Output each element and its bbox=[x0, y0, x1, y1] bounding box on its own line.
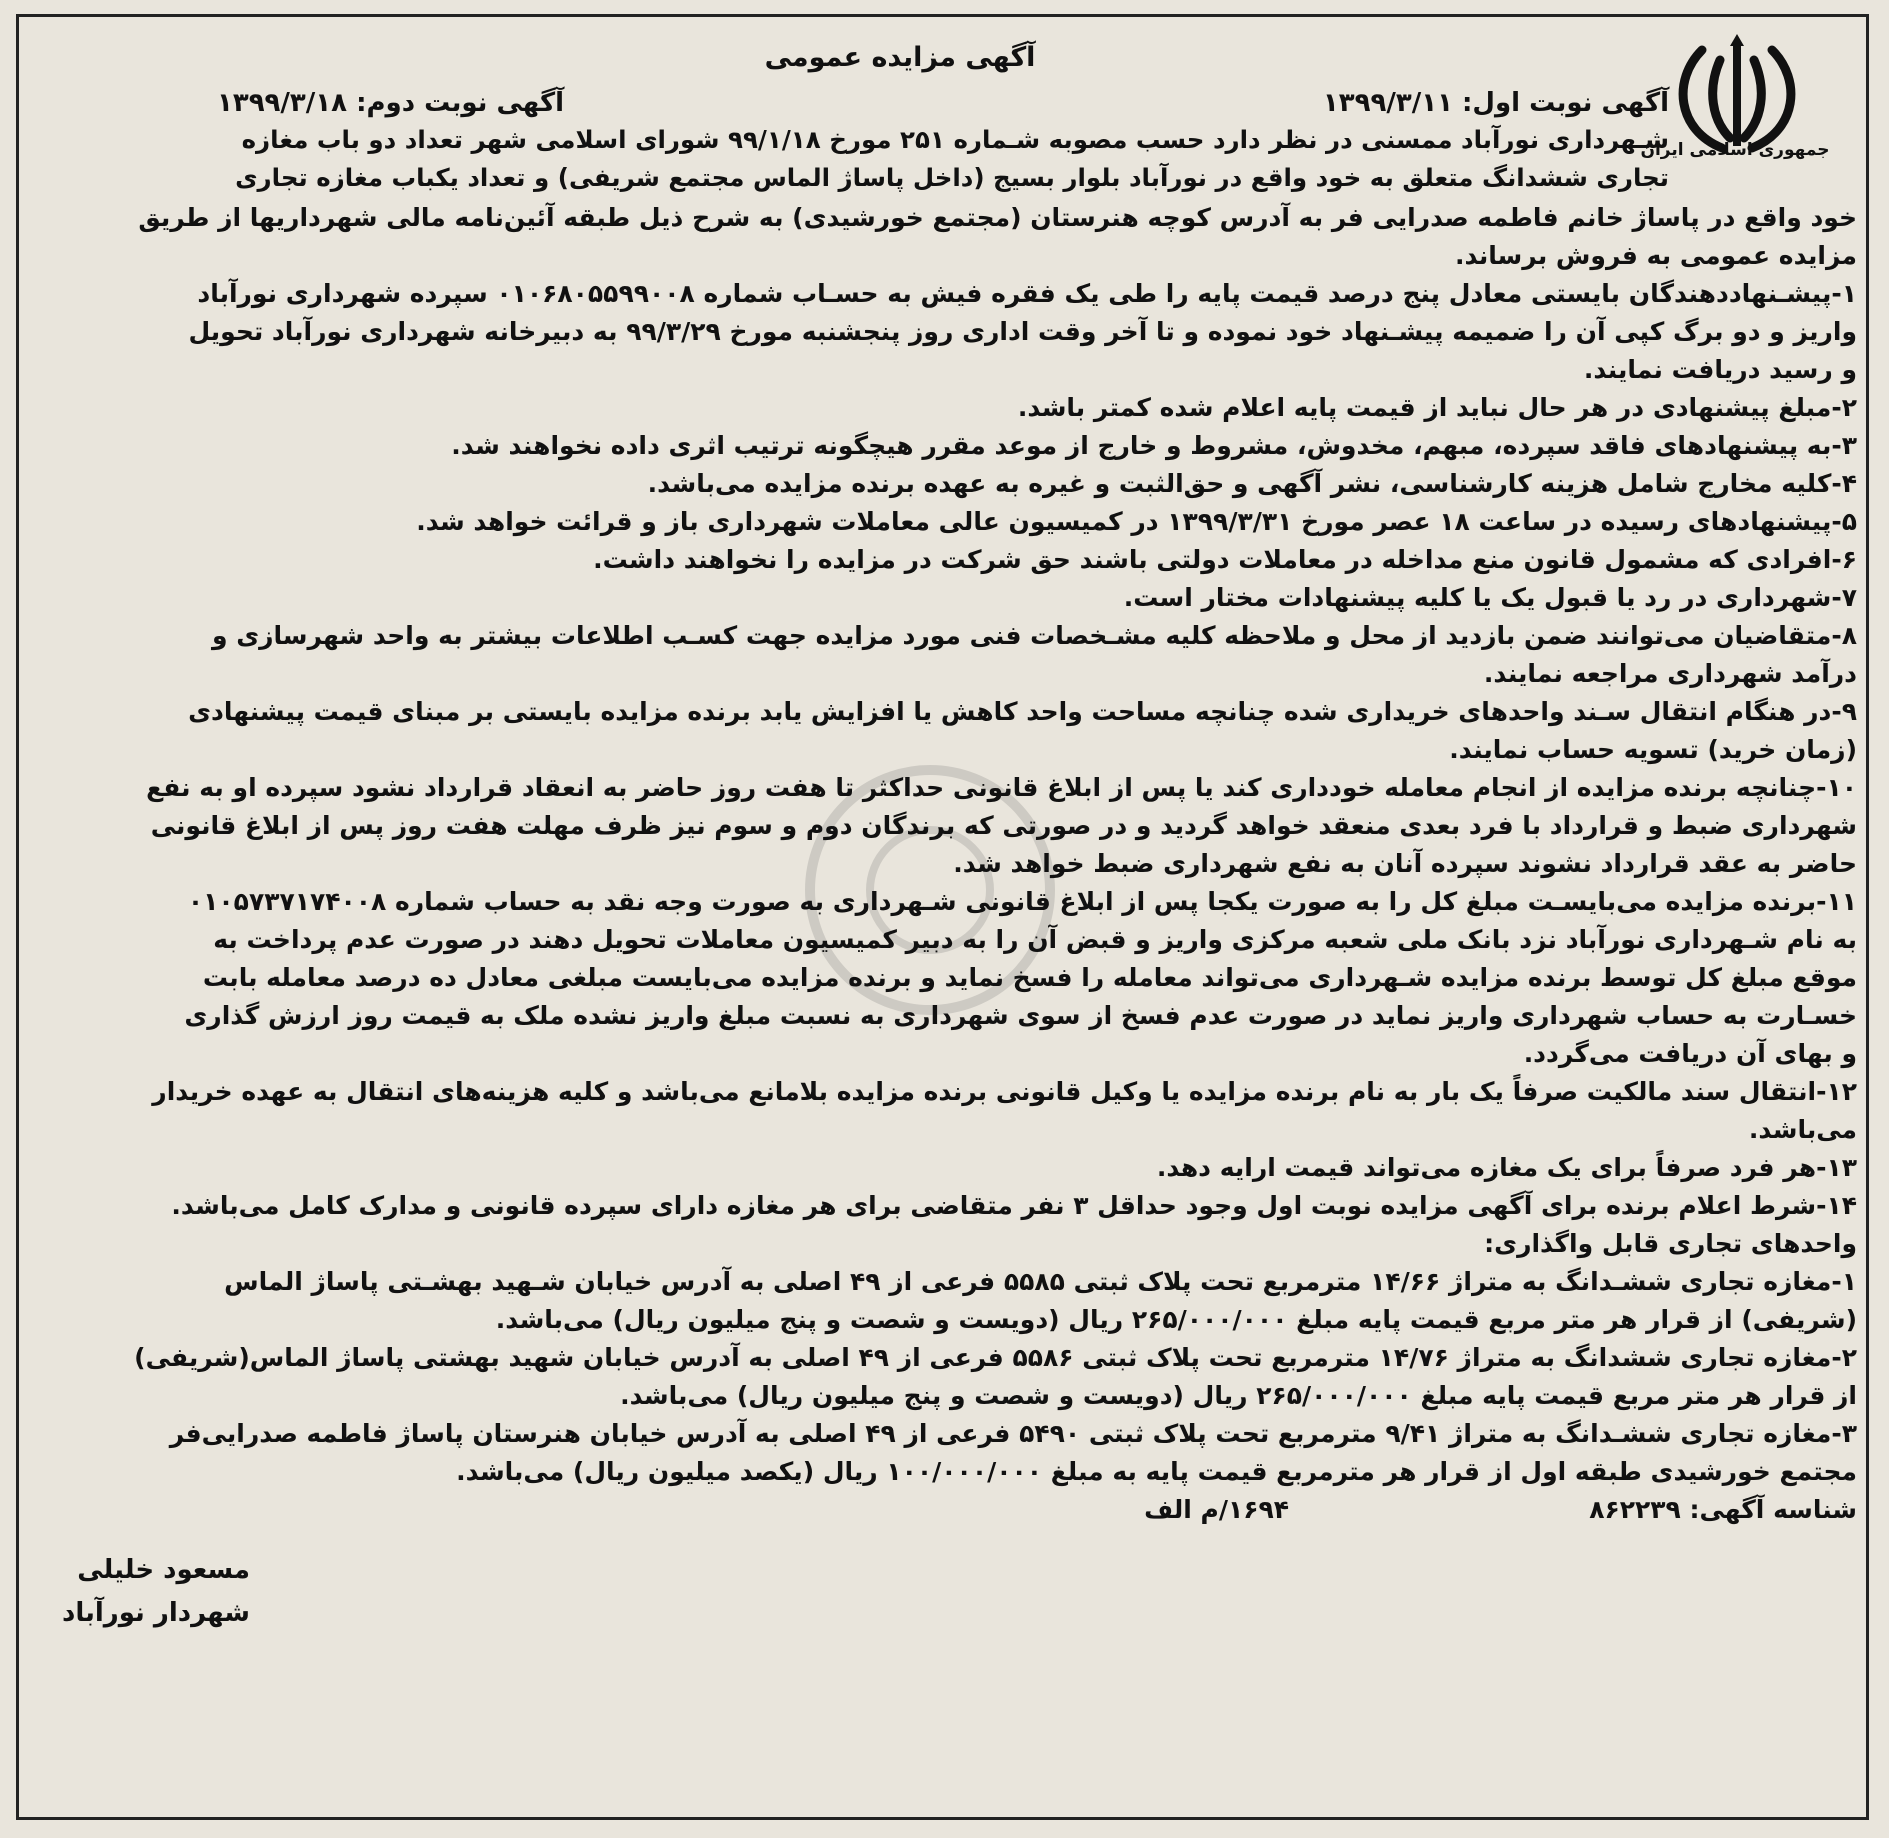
text-line-35: ۳-مغازه تجاری ششـدانگ به متراژ ۹/۴۱ مترمربع تحت پلاک ثبتی ۵۴۹۰ فرعی از ۴۹ اصلی به آدرس خیابان هنرستان پاساژ فاطمه صدرایی‌فر bbox=[169, 1419, 1857, 1448]
text-line-31: ۱-مغازه تجاری ششـدانگ به متراژ ۱۴/۶۶ مترمربع تحت پلاک ثبتی ۵۵۸۵ فرعی از ۴۹ اصلی به آدرس خیابان شـهید بهشـتی پاساژ الماس bbox=[224, 1267, 1857, 1296]
text-line-2: تجاری ششدانگ متعلق به خود واقع در نورآباد بلوار بسیج (داخل پاساژ الماس مجتمع شریفی) و تعداد یکباب مغازه تجاری bbox=[235, 163, 1669, 192]
text-line-36: مجتمع خورشیدی طبقه اول از قرار هر مترمربع قیمت پایه به مبلغ ۱۰۰/۰۰۰/۰۰۰ ریال (یکصد میلیون ریال) می‌باشد. bbox=[456, 1457, 1857, 1486]
text-line-33: ۲-مغازه تجاری ششدانگ به متراژ ۱۴/۷۶ مترمربع تحت پلاک ثبتی ۵۵۸۶ فرعی از ۴۹ اصلی به آدرس خیابان شهید بهشتی پاساژ الماس(شریفی) bbox=[134, 1343, 1857, 1372]
text-line-7: و رسید دریافت نمایند. bbox=[1583, 355, 1857, 384]
text-line-29: ۱۴-شرط اعلام برنده برای آگهی مزایده نوبت اول وجود حداقل ۳ نفر متقاضی برای هر مغازه دارای سپرده قانونی و مدارک کامل می‌باشد. bbox=[171, 1191, 1857, 1220]
text-line-30: واحدهای تجاری قابل واگذاری: bbox=[1484, 1229, 1857, 1258]
text-line-20: حاضر به عقد قرارداد نشوند سپرده آنان به نفع شهرداری ضبط خواهد شد. bbox=[953, 849, 1857, 878]
signer-name: مسعود خلیلی bbox=[77, 1555, 250, 1585]
ad-id: شناسه آگهی: ۸۶۲۲۳۹ bbox=[1589, 1495, 1857, 1524]
text-line-22: به نام شـهرداری نورآباد نزد بانک ملی شعبه مرکزی واریز و قبض آن را به دبیر کمیسیون معاملات تحویل دهند در صورت عدم پرداخت به bbox=[213, 925, 1857, 954]
text-line-11: ۵-پیشنهادهای رسیده در ساعت ۱۸ عصر مورخ ۱۳۹۹/۳/۳۱ در کمیسیون عالی معاملات شهرداری باز و قرائت خواهد شد. bbox=[416, 507, 1857, 536]
page-title: آگهی مزایده عمومی bbox=[764, 42, 1036, 73]
signer-title: شهردار نورآباد bbox=[62, 1598, 250, 1628]
text-line-5: ۱-پیشـنهاددهندگان بایستی معادل پنج درصد قیمت پایه را طی یک فقره فیش به حسـاب شماره ۰۱۰۶۸۰۵۵۹۹۰۰۸ سپرده شهرداری نورآباد bbox=[197, 279, 1857, 308]
text-line-26: ۱۲-انتقال سند مالکیت صرفاً یک بار به نام برنده مزایده یا وکیل قانونی برنده مزایده بلامانع می‌باشد و کلیه هزینه‌های انتقال به عهده خریدار bbox=[152, 1077, 1857, 1106]
text-line-23: موقع مبلغ کل توسط برنده مزایده شـهرداری می‌تواند معامله را فسخ نماید و برنده مزایده می‌بایست مبلغی معادل ده درصد معامله بابت bbox=[202, 963, 1857, 992]
text-line-34: از قرار هر متر مربع قیمت پایه مبلغ ۲۶۵/۰۰۰/۰۰۰ ریال (دویست و شصت و پنج میلیون ریال) می‌باشد. bbox=[620, 1381, 1857, 1410]
text-line-6: واریز و دو برگ کپی آن را ضمیمه پیشـنهاد خود نموده و تا آخر وقت اداری روز پنجشنبه مورخ ۹۹/۳/۲۹ به دبیرخانه شهرداری نورآباد تحویل bbox=[188, 317, 1857, 346]
second-publication-date: آگهی نوبت دوم: ۱۳۹۹/۳/۱۸ bbox=[216, 88, 564, 118]
text-line-21: ۱۱-برنده مزایده می‌بایسـت مبلغ کل را به صورت یکجا پس از ابلاغ قانونی شـهرداری به صورت وجه نقد به حساب شماره ۰۱۰۵۷۳۷۱۷۴۰۰۸ bbox=[187, 887, 1857, 916]
emblem-caption: جمهوری اسلامی ایران bbox=[1640, 140, 1830, 160]
text-line-32: (شریفی) از قرار هر متر مربع قیمت پایه مبلغ ۲۶۵/۰۰۰/۰۰۰ ریال (دویست و شصت و پنج میلیون ریال) می‌باشد. bbox=[495, 1305, 1857, 1334]
text-line-13: ۷-شهرداری در رد یا قبول یک یا کلیه پیشنهادات مختار است. bbox=[1123, 583, 1857, 612]
text-line-24: خسـارت به حساب شهرداری واریز نماید در صورت عدم فسخ از سوی شهرداری به نسبت مبلغ واریز نشده ملک به قیمت روز ارزش گذاری bbox=[184, 1001, 1857, 1030]
text-line-1: شـهرداری نورآباد ممسنی در نظر دارد حسب مصوبه شـماره ۲۵۱ مورخ ۹۹/۱/۱۸ شورای اسلامی شهر تعداد دو باب مغازه bbox=[241, 125, 1669, 154]
text-line-10: ۴-کلیه مخارج شامل هزینه کارشناسی، نشر آگهی و حق‌الثبت و غیره به عهده برنده مزایده می‌باشد. bbox=[647, 469, 1857, 498]
text-line-3: خود واقع در پاساژ خانم فاطمه صدرایی فر به آدرس کوچه هنرستان (مجتمع خورشیدی) به شرح ذیل طبقه آئین‌نامه مالی شهرداریها از طریق bbox=[138, 203, 1857, 232]
first-publication-date: آگهی نوبت اول: ۱۳۹۹/۳/۱۱ bbox=[1322, 88, 1669, 118]
text-line-28: ۱۳-هر فرد صرفاً برای یک مغازه می‌تواند قیمت ارایه دهد. bbox=[1156, 1153, 1857, 1182]
text-line-12: ۶-افرادی که مشمول قانون منع مداخله در معاملات دولتی باشند حق شرکت در مزایده را نخواهند داشت. bbox=[593, 545, 1857, 574]
text-line-19: شهرداری ضبط و قرارداد با فرد بعدی منعقد خواهد گردید و در صورتی که برندگان دوم و سوم نیز ظرف مهلت هفت روز پس از ابلاغ قانونی bbox=[150, 811, 1857, 840]
text-line-27: می‌باشد. bbox=[1748, 1115, 1857, 1144]
text-line-8: ۲-مبلغ پیشنهادی در هر حال نباید از قیمت پایه اعلام شده کمتر باشد. bbox=[1017, 393, 1857, 422]
text-line-14: ۸-متقاضیان می‌توانند ضمن بازدید از محل و ملاحظه کلیه مشـخصات فنی مورد مزایده جهت کسـب اطلاعات بیشتر به واحد شهرسازی و bbox=[211, 621, 1857, 650]
text-line-16: ۹-در هنگام انتقال سـند واحدهای خریداری شده چنانچه مساحت واحد کاهش یا افزایش یابد برنده مزایده بایستی بر مبنای قیمت پیشنهادی bbox=[188, 697, 1857, 726]
text-line-15: درآمد شهرداری مراجعه نمایند. bbox=[1483, 659, 1857, 688]
text-line-25: و بهای آن دریافت می‌گردد. bbox=[1523, 1039, 1857, 1068]
text-line-4: مزایده عمومی به فروش برساند. bbox=[1454, 241, 1857, 270]
reference-code: ۱۶۹۴/م الف bbox=[1144, 1495, 1289, 1524]
text-line-18: ۱۰-چنانچه برنده مزایده از انجام معامله خودداری کند یا پس از ابلاغ قانونی حداکثر تا هفت روز حاضر به انعقاد قرارداد نشود سپرده او به نفع bbox=[146, 773, 1857, 802]
text-line-9: ۳-به پیشنهادهای فاقد سپرده، مبهم، مخدوش، مشروط و خارج از موعد مقرر هیچگونه ترتیب اثری داده نخواهند شد. bbox=[451, 431, 1857, 460]
text-line-17: (زمان خرید) تسویه حساب نمایند. bbox=[1449, 735, 1857, 764]
